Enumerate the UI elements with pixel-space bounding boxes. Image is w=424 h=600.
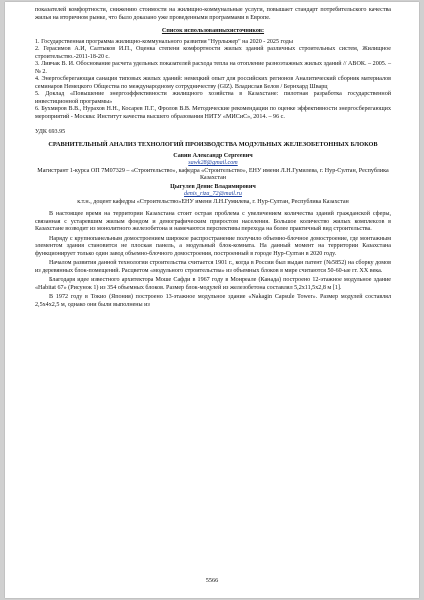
author-block-1: [35, 153, 391, 183]
reference-item: 4. Энергосберегающая санация типовых жилых зданий: немецкий опыт для российских регионов Аналитический сборник материалов семинаров Немецкого Общества по международному сотрудничеству (GIZ). Владислав Белов / Бернхард Шварц: [35, 76, 391, 90]
reference-item: 1. Государственная программа жилищно-коммунального развития "Нурлыжер" на 2020 - 2025 годы: [35, 38, 293, 45]
author-name: Цыгулев Денис Владимирович: [170, 183, 256, 190]
references-title: Список использованныхисточников:: [161, 28, 265, 34]
reference-item: 3. Ливчак В. И. Обоснование расчета удельных показателей расхода тепла на отопление разноэтажных жилых зданий // АВОК. – 2005. – № 2.: [35, 61, 391, 75]
author-affiliation: к.т.н., доцент кафедры «Строительство»ЕНУ имени Л.Н.Гумилева, г. Нур-Султан, Республика Казахстан: [77, 198, 349, 205]
body-paragraph: В настоящее время на территории Казахстана стоит острая проблема с увеличением количества зданий гражданской сферы, связанная с устаревшим жилым фондом и демографическим приростом населения. Большое количество жилых комплексов в Казахстане возводит из монолитного железобетона и намечаются перспективы перехода на более практичный вид строительства.: [35, 211, 391, 232]
document-page: [5, 2, 419, 598]
page-content: [35, 7, 391, 311]
body-paragraph: Наряду с крупнопанельным домостроением широкое распространение получило объемно-блочное домостроение, где монтажным элементом здания становится не плоская панель, а модульный блок-комната. На данный момент на территории Казахстана функционирует только один завод объемно-блочного домостроения, построенный в городе Нур-Султан в 2020 году.: [35, 235, 391, 257]
udk-code: УДК 693.95: [35, 129, 66, 135]
author-email-link[interactable]: sawk28@gmail.com: [188, 160, 238, 166]
references-list: [35, 39, 391, 122]
reference-item: 2. Герасимов А.И, Салтыков И.П., Оценка степени комфортности жилых зданий различных строительных систем, Жилищное строительство.-2011-18-20 с.: [35, 46, 391, 60]
article-body: [35, 211, 391, 309]
top-paragraph: показателей комфортности, снижению стоимости на жилищно-коммунальные услуги, повышает стандарт потребительского качества жилья на вторичном рынке, что было доказано уже проведенными программами в Европе.: [35, 7, 391, 21]
page-number: 5566: [205, 577, 219, 584]
body-paragraph: В 1972 году в Токио (Япония) построено 13-этажное модульное здание «Nakagin Capsule Tower». Размер модулей составлял 2,5х4х2,5 м, однако они были выполнены из: [35, 294, 391, 308]
author-email-link[interactable]: denis_riza_72@mail.ru: [184, 191, 242, 197]
body-paragraph: Благодаря идее известного архитектора Моше Сафди в 1967 году в Монреале (Канада) построено 12-этажное модульное здание «Habitat 67» (Рисунок 1) из 354 объемных блоков. Размер блок-модулей из железобетона составлял 5,2х11,5х2,8 м [1].: [35, 277, 391, 291]
author-name: Савин Александр Сергеевич: [173, 152, 253, 159]
body-paragraph: Началом развития данной технологии строительства считается 1901 г., когда в России был выдан патент (№5852) на сборку домов из деревянных блок-помещений. Расцветом «модульного строительства» из объемных блоков в мире считаются 50-60-ые гг. XX века.: [35, 260, 391, 274]
reference-item: 6. Бухмиров В.В., Нурахов Н.Н., Косарев П.Г., Фролов В.В. Методические рекомендации по оценке эффективности энергосберегающих мероприятий - Москва: Институт качества высшего образования НИТУ «МИСиС», 2014. – 96 с.: [35, 106, 391, 120]
author-block-2: [35, 184, 391, 207]
author-affiliation: Магистрант 1-курса ОП 7М07329 – «Строительство», кафедра «Строительство», ЕНУ имени Л.Н.Гумилева, г. Нур-Султан, Республика Казахстан: [37, 167, 389, 181]
article-title: СРАВНИТЕЛЬНЫЙ АНАЛИЗ ТЕХНОЛОГИЙ ПРОИЗВОДСТВА МОДУЛЬНЫХ ЖЕЛЕЗОБЕТОННЫХ БЛОКОВ: [48, 140, 378, 148]
reference-item: 5. Доклад «Повышение энергоэффективности жилищного хозяйства в Казахстане: пилотная разработка государственной инвестиционной программы»: [35, 91, 391, 105]
